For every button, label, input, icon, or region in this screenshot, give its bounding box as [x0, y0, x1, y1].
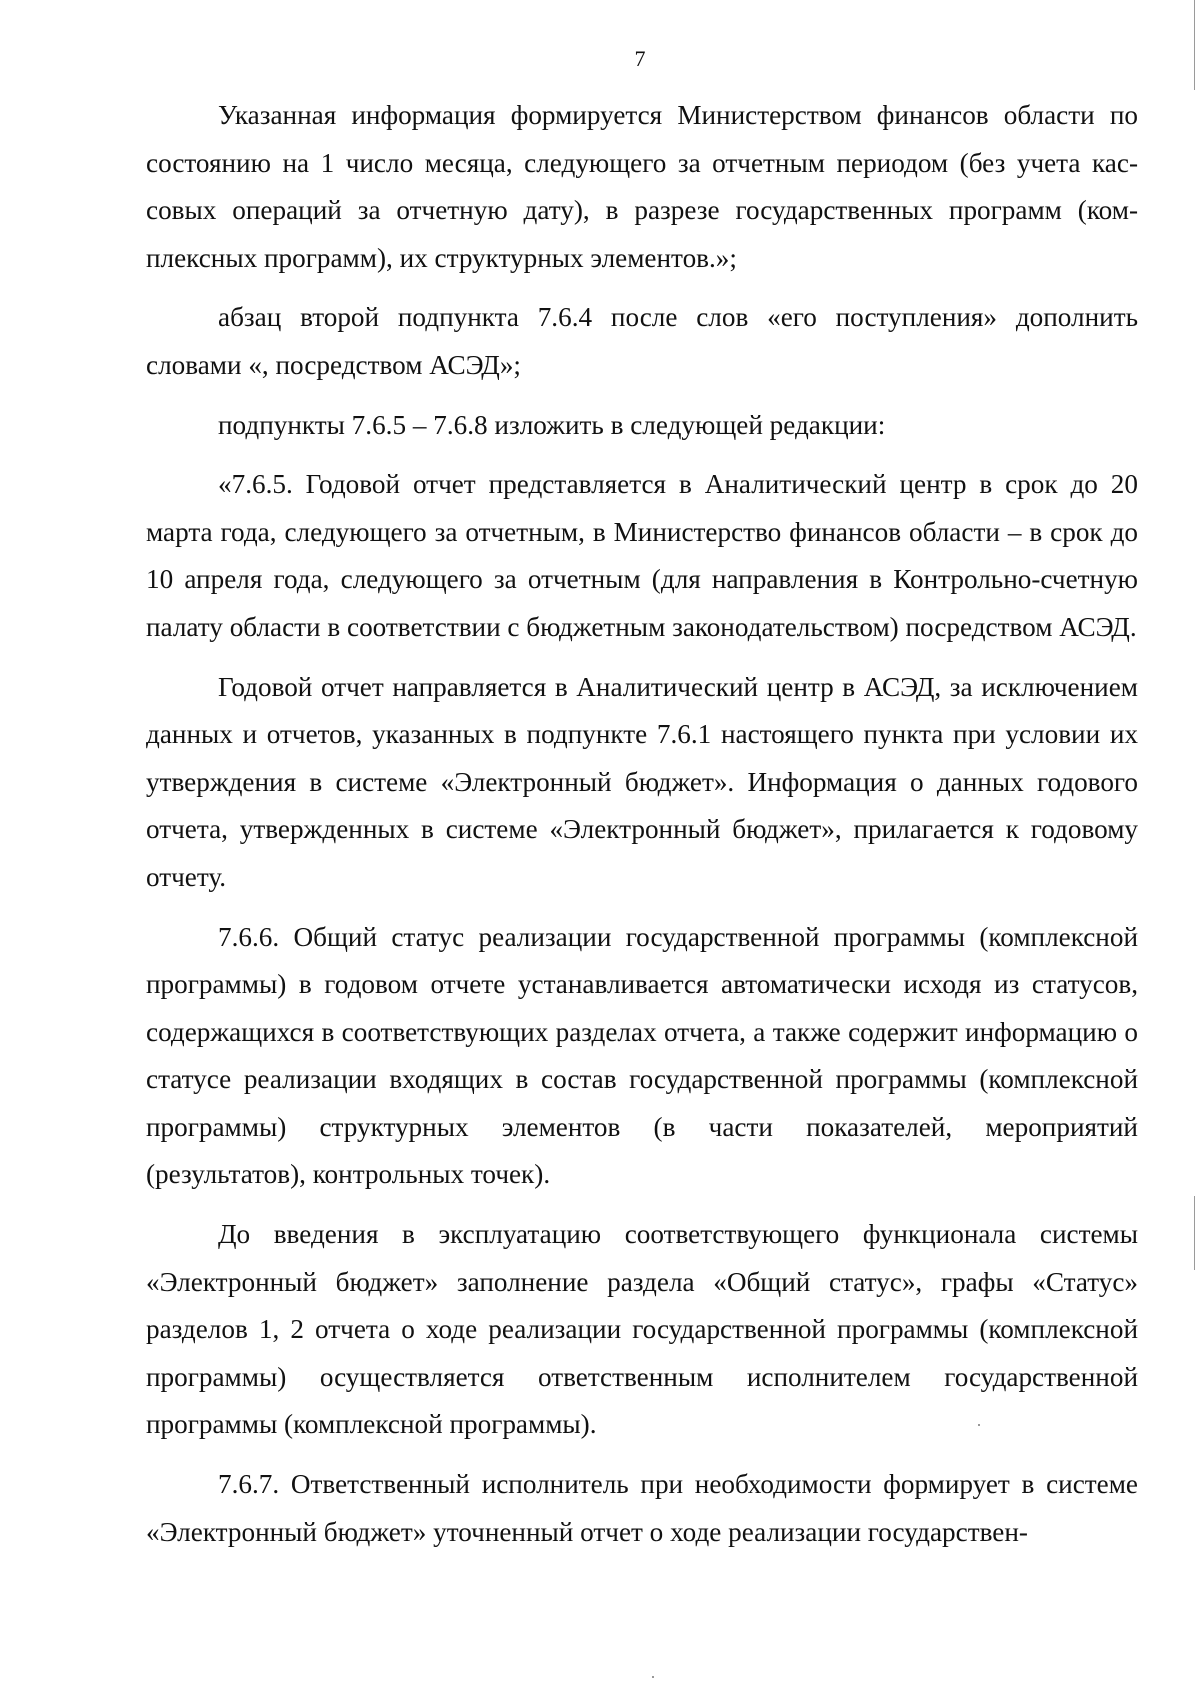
paragraph-7-6-6: 7.6.6. Общий статус реализации государственной программы (комплексной программы) в годовом отчете устанавливается автоматически исходя из статусов, содержащихся в соответствующих разделах отчета, а также содержит информацию о статусе реализации входящих в состав государственной программы (комплексной программы) структурных элементов (в части показателей, мероприятий (результатов), контрольных точек). [146, 921, 1138, 1190]
paragraph-subitems-intro: подпункты 7.6.5 – 7.6.8 изложить в следующей редакции: [218, 409, 886, 440]
paragraph-amend-7-6-4: абзац второй подпункта 7.6.4 после слов «его поступления» дополнить словами «, посредством АСЭД»; [146, 302, 1138, 380]
document-body [146, 92, 1138, 1556]
paragraph-before-commissioning: До введения в эксплуатацию соответствующего функционала системы «Электронный бюджет» заполнение раздела «Общий статус», графы «Статус» разделов 1, 2 отчета о ходе реализации государственной программы (комплексной программы) осуществляется ответственным исполнителем государственной программы (комплексной программы). [146, 1219, 1138, 1440]
scan-dust-dot [978, 1424, 980, 1426]
scan-edge-mark [1194, 0, 1195, 90]
paragraph-7-6-7: 7.6.7. Ответственный исполнитель при необходимости формирует в системе «Электронный бюджет» уточненный отчет о ходе реализации государствен- [146, 1469, 1138, 1547]
scan-edge-mark [1194, 1196, 1195, 1270]
paragraph-info-formation: Указанная информация формируется Министерством финансов области по состоянию на 1 число месяца, следующего за отчетным периодом (без учета кассовых операций за отчетную дату), в разрезе государственных программ (комплексных программ), их структурных элементов.»; [146, 100, 1138, 273]
page-number: 7 [634, 46, 646, 71]
paragraph-7-6-5: «7.6.5. Годовой отчет представляется в Аналитический центр в срок до 20 марта года, следующего за отчетным, в Министерство финансов области – в срок до 10 апреля года, следующего за отчетным (для направления в Контрольно-счетную палату области в соответствии с бюджетным законодательством) посредством АСЭД. [146, 469, 1138, 642]
paragraph-annual-report-ased: Годовой отчет направляется в Аналитический центр в АСЭД, за исключением данных и отчетов, указанных в подпункте 7.6.1 настоящего пункта при условии их утверждения в системе «Электронный бюджет». Информация о данных годового отчета, утвержденных в системе «Электронный бюджет», прилагается к годовому отчету. [146, 671, 1138, 892]
scan-dust-dot [652, 1676, 654, 1678]
